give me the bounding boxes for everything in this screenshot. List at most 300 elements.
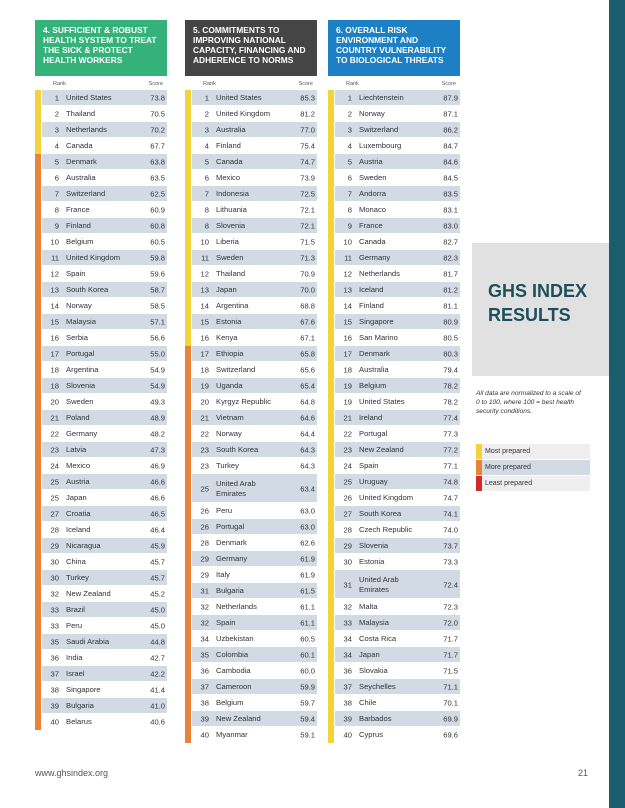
preparedness-band bbox=[185, 170, 191, 186]
country-cell: Finland bbox=[216, 141, 241, 150]
table-row bbox=[328, 647, 460, 663]
table-row bbox=[328, 522, 460, 538]
rank-cell: 6 bbox=[347, 173, 352, 183]
country-cell: Sweden bbox=[66, 397, 94, 406]
rank-cell: 33 bbox=[343, 618, 352, 628]
preparedness-band bbox=[185, 330, 191, 346]
score-cell: 60.0 bbox=[300, 666, 315, 676]
rank-cell: 5 bbox=[54, 157, 59, 167]
rank-cell: 15 bbox=[200, 317, 209, 327]
country-cell: Kenya bbox=[216, 333, 238, 342]
table-row bbox=[328, 298, 460, 314]
table-row bbox=[328, 410, 460, 426]
country-cell: Germany bbox=[66, 429, 98, 438]
country-cell: Singapore bbox=[66, 685, 101, 694]
preparedness-band bbox=[185, 410, 191, 426]
table-row bbox=[328, 330, 460, 346]
score-cell: 63.5 bbox=[150, 173, 165, 183]
score-cell: 70.9 bbox=[300, 269, 315, 279]
preparedness-band bbox=[185, 234, 191, 250]
score-cell: 72.0 bbox=[443, 618, 458, 628]
country-cell: Iceland bbox=[359, 285, 384, 294]
rank-cell: 1 bbox=[347, 93, 352, 103]
rank-cell: 4 bbox=[204, 141, 209, 151]
score-cell: 64.4 bbox=[300, 429, 315, 439]
score-cell: 48.2 bbox=[150, 429, 165, 439]
score-cell: 74.0 bbox=[443, 525, 458, 535]
country-cell: Switzerland bbox=[359, 125, 399, 134]
preparedness-band bbox=[35, 490, 41, 506]
table-row bbox=[185, 250, 317, 266]
score-cell: 61.5 bbox=[300, 586, 315, 596]
preparedness-band bbox=[328, 250, 334, 266]
rank-cell: 15 bbox=[343, 317, 352, 327]
preparedness-band bbox=[185, 266, 191, 282]
rank-cell: 5 bbox=[347, 157, 352, 167]
table-row bbox=[328, 599, 460, 615]
table-row bbox=[328, 250, 460, 266]
rank-cell: 39 bbox=[200, 714, 209, 724]
rank-cell: 8 bbox=[204, 205, 209, 215]
preparedness-band bbox=[35, 346, 41, 362]
country-cell: Norway bbox=[66, 301, 92, 310]
score-cell: 84.6 bbox=[443, 157, 458, 167]
table-row bbox=[35, 570, 167, 586]
score-cell: 71.1 bbox=[443, 682, 458, 692]
rank-cell: 40 bbox=[200, 730, 209, 740]
score-cell: 70.2 bbox=[150, 125, 165, 135]
rank-cell: 22 bbox=[50, 429, 59, 439]
column-header: 6. OVERALL RISK ENVIRONMENT AND COUNTRY VULNERABILITY TO BIOLOGICAL THREATS bbox=[328, 20, 460, 76]
table-row bbox=[328, 663, 460, 679]
score-cell: 81.7 bbox=[443, 269, 458, 279]
preparedness-band bbox=[185, 106, 191, 122]
table-row bbox=[328, 154, 460, 170]
country-cell: Finland bbox=[66, 221, 91, 230]
table-row bbox=[35, 186, 167, 202]
rank-cell: 23 bbox=[200, 461, 209, 471]
table-row bbox=[35, 714, 167, 730]
preparedness-band bbox=[185, 122, 191, 138]
table-row bbox=[185, 535, 317, 551]
country-cell: Slovenia bbox=[216, 221, 246, 230]
country-cell: Spain bbox=[216, 618, 236, 627]
table-row bbox=[185, 202, 317, 218]
country-cell: Ireland bbox=[359, 413, 383, 422]
table-row bbox=[35, 282, 167, 298]
country-cell: Iceland bbox=[66, 525, 91, 534]
table-row bbox=[328, 538, 460, 554]
score-cell: 67.6 bbox=[300, 317, 315, 327]
score-cell: 46.5 bbox=[150, 509, 165, 519]
rank-cell: 13 bbox=[343, 285, 352, 295]
footer-url[interactable]: www.ghsindex.org bbox=[35, 768, 109, 778]
country-cell: Uzbekistan bbox=[216, 634, 254, 643]
score-cell: 54.9 bbox=[150, 381, 165, 391]
column-subheader bbox=[185, 76, 317, 90]
preparedness-band bbox=[35, 650, 41, 666]
score-cell: 45.2 bbox=[150, 589, 165, 599]
score-cell: 57.1 bbox=[150, 317, 165, 327]
rank-cell: 36 bbox=[200, 666, 209, 676]
table-row bbox=[328, 90, 460, 106]
table-row bbox=[328, 679, 460, 695]
rank-cell: 21 bbox=[200, 413, 209, 423]
column-header: 4. SUFFICIENT & ROBUST HEALTH SYSTEM TO TREAT THE SICK & PROTECT HEALTH WORKERS bbox=[35, 20, 167, 76]
score-cell: 80.9 bbox=[443, 317, 458, 327]
country-cell: New Zealand bbox=[216, 714, 261, 723]
score-cell: 73.9 bbox=[300, 173, 315, 183]
country-cell: Japan bbox=[216, 285, 237, 294]
score-cell: 73.3 bbox=[443, 557, 458, 567]
preparedness-band bbox=[328, 506, 334, 522]
country-cell: Turkey bbox=[66, 573, 89, 582]
rank-cell: 8 bbox=[54, 205, 59, 215]
country-cell: San Marino bbox=[359, 333, 398, 342]
rank-cell: 17 bbox=[200, 349, 209, 359]
country-cell: Slovenia bbox=[66, 381, 96, 390]
rank-cell: 27 bbox=[50, 509, 59, 519]
rank-cell: 20 bbox=[200, 397, 209, 407]
rank-cell: 33 bbox=[50, 605, 59, 615]
country-cell: France bbox=[359, 221, 383, 230]
country-cell: Latvia bbox=[66, 445, 87, 454]
score-cell: 59.6 bbox=[150, 269, 165, 279]
rank-cell: 30 bbox=[50, 573, 59, 583]
score-cell: 46.4 bbox=[150, 525, 165, 535]
score-cell: 70.5 bbox=[150, 109, 165, 119]
table-row bbox=[185, 474, 317, 503]
preparedness-band bbox=[328, 298, 334, 314]
score-label: Score bbox=[441, 81, 456, 87]
page-edge-bar bbox=[609, 0, 625, 808]
preparedness-band bbox=[185, 138, 191, 154]
country-cell: Thailand bbox=[66, 109, 96, 118]
preparedness-band bbox=[328, 442, 334, 458]
score-cell: 70.0 bbox=[300, 285, 315, 295]
rank-cell: 17 bbox=[343, 349, 352, 359]
rank-cell: 2 bbox=[204, 109, 209, 119]
table-row bbox=[185, 727, 317, 743]
rank-cell: 28 bbox=[200, 538, 209, 548]
country-cell: Estonia bbox=[216, 317, 242, 326]
country-cell: Mexico bbox=[66, 461, 91, 470]
table-row bbox=[35, 538, 167, 554]
country-cell: Spain bbox=[66, 269, 86, 278]
country-cell: Norway bbox=[216, 429, 242, 438]
preparedness-band bbox=[328, 490, 334, 506]
table-row bbox=[185, 218, 317, 234]
preparedness-band bbox=[185, 250, 191, 266]
ranking-list bbox=[328, 90, 460, 743]
preparedness-band bbox=[185, 90, 191, 106]
preparedness-band bbox=[328, 266, 334, 282]
preparedness-band bbox=[185, 583, 191, 599]
score-cell: 86.2 bbox=[443, 125, 458, 135]
table-row bbox=[185, 298, 317, 314]
preparedness-band bbox=[185, 599, 191, 615]
table-row bbox=[185, 106, 317, 122]
score-cell: 81.2 bbox=[300, 109, 315, 119]
table-row bbox=[35, 554, 167, 570]
table-row bbox=[35, 234, 167, 250]
score-cell: 78.2 bbox=[443, 381, 458, 391]
rank-cell: 18 bbox=[200, 365, 209, 375]
rank-cell: 26 bbox=[200, 522, 209, 532]
page-number: 21 bbox=[578, 768, 589, 778]
country-cell: Brazil bbox=[66, 605, 85, 614]
country-cell: Estonia bbox=[359, 557, 385, 566]
rank-cell: 34 bbox=[200, 634, 209, 644]
legend-label: Most prepared bbox=[485, 448, 531, 455]
rank-cell: 20 bbox=[50, 397, 59, 407]
country-cell: Denmark bbox=[66, 157, 97, 166]
rank-cell: 38 bbox=[343, 698, 352, 708]
country-cell: Uruguay bbox=[359, 477, 388, 486]
country-cell: South Korea bbox=[66, 285, 109, 294]
country-cell: Slovakia bbox=[359, 666, 388, 675]
table-row bbox=[35, 586, 167, 602]
country-cell: Belgium bbox=[66, 237, 94, 246]
rank-cell: 3 bbox=[54, 125, 59, 135]
rank-cell: 36 bbox=[50, 653, 59, 663]
score-cell: 74.7 bbox=[300, 157, 315, 167]
country-cell: Switzerland bbox=[66, 189, 106, 198]
score-cell: 71.5 bbox=[300, 237, 315, 247]
country-cell: Nicaragua bbox=[66, 541, 101, 550]
rank-cell: 30 bbox=[343, 557, 352, 567]
country-cell: Cambodia bbox=[216, 666, 251, 675]
preparedness-band bbox=[328, 615, 334, 631]
country-cell: Sweden bbox=[359, 173, 387, 182]
score-cell: 59.4 bbox=[300, 714, 315, 724]
table-row bbox=[328, 426, 460, 442]
table-row bbox=[328, 170, 460, 186]
preparedness-band bbox=[35, 554, 41, 570]
table-row bbox=[185, 346, 317, 362]
rank-cell: 37 bbox=[200, 682, 209, 692]
preparedness-band bbox=[35, 138, 41, 154]
table-row bbox=[185, 170, 317, 186]
table-row bbox=[328, 727, 460, 743]
preparedness-band bbox=[35, 122, 41, 138]
preparedness-band bbox=[35, 90, 41, 106]
score-cell: 48.9 bbox=[150, 413, 165, 423]
preparedness-band bbox=[328, 202, 334, 218]
preparedness-band bbox=[35, 218, 41, 234]
score-cell: 63.4 bbox=[300, 484, 315, 493]
rank-cell: 14 bbox=[50, 301, 59, 311]
preparedness-band bbox=[328, 426, 334, 442]
score-cell: 74.8 bbox=[443, 477, 458, 487]
score-cell: 45.9 bbox=[150, 541, 165, 551]
legend-swatch bbox=[476, 460, 482, 475]
rank-cell: 25 bbox=[343, 477, 352, 487]
country-cell: Seychelles bbox=[359, 682, 396, 691]
preparedness-band bbox=[328, 378, 334, 394]
rank-cell: 37 bbox=[343, 682, 352, 692]
rank-cell: 22 bbox=[200, 429, 209, 439]
score-cell: 78.2 bbox=[443, 397, 458, 407]
rank-cell: 16 bbox=[200, 333, 209, 343]
score-cell: 65.4 bbox=[300, 381, 315, 391]
table-row bbox=[328, 554, 460, 570]
score-cell: 41.4 bbox=[150, 685, 165, 695]
preparedness-band bbox=[328, 106, 334, 122]
country-cell: Japan bbox=[359, 650, 380, 659]
table-row bbox=[185, 282, 317, 298]
country-cell: Italy bbox=[216, 570, 230, 579]
rank-cell: 38 bbox=[200, 698, 209, 708]
preparedness-band bbox=[328, 538, 334, 554]
country-cell: Serbia bbox=[66, 333, 88, 342]
country-cell: United Arab Emirates bbox=[216, 478, 256, 498]
rank-cell: 25 bbox=[200, 484, 209, 493]
rank-cell: 3 bbox=[204, 125, 209, 135]
score-cell: 77.0 bbox=[300, 125, 315, 135]
preparedness-band bbox=[328, 138, 334, 154]
table-row bbox=[185, 362, 317, 378]
preparedness-band bbox=[185, 551, 191, 567]
preparedness-band bbox=[328, 362, 334, 378]
country-cell: Canada bbox=[216, 157, 243, 166]
country-cell: Japan bbox=[66, 493, 87, 502]
rank-cell: 6 bbox=[54, 173, 59, 183]
table-row bbox=[35, 170, 167, 186]
country-cell: South Korea bbox=[359, 509, 402, 518]
country-cell: Kyrgyz Republic bbox=[216, 397, 271, 406]
preparedness-band bbox=[185, 695, 191, 711]
column-subheader bbox=[328, 76, 460, 90]
rank-cell: 34 bbox=[343, 650, 352, 660]
table-row bbox=[185, 647, 317, 663]
score-cell: 74.7 bbox=[443, 493, 458, 503]
country-cell: South Korea bbox=[216, 445, 259, 454]
preparedness-band bbox=[328, 647, 334, 663]
rank-cell: 7 bbox=[54, 189, 59, 199]
score-cell: 82.3 bbox=[443, 253, 458, 263]
rank-cell: 40 bbox=[50, 717, 59, 727]
rank-cell: 12 bbox=[343, 269, 352, 279]
country-cell: United Arab Emirates bbox=[359, 574, 399, 594]
score-cell: 64.3 bbox=[300, 461, 315, 471]
preparedness-band bbox=[185, 218, 191, 234]
rank-cell: 8 bbox=[204, 221, 209, 231]
preparedness-band bbox=[35, 394, 41, 410]
rank-cell: 16 bbox=[50, 333, 59, 343]
rank-cell: 6 bbox=[204, 173, 209, 183]
preparedness-band bbox=[328, 90, 334, 106]
country-cell: Croatia bbox=[66, 509, 91, 518]
country-cell: Myanmar bbox=[216, 730, 248, 739]
ranking-list bbox=[185, 90, 317, 743]
score-cell: 81.1 bbox=[443, 301, 458, 311]
country-cell: Slovenia bbox=[359, 541, 389, 550]
rank-cell: 19 bbox=[200, 381, 209, 391]
country-cell: Mexico bbox=[216, 173, 241, 182]
rank-cell: 10 bbox=[50, 237, 59, 247]
country-cell: Malaysia bbox=[66, 317, 96, 326]
country-cell: Chile bbox=[359, 698, 377, 707]
score-cell: 71.5 bbox=[443, 666, 458, 676]
table-row bbox=[328, 394, 460, 410]
preparedness-band bbox=[185, 186, 191, 202]
score-cell: 67.7 bbox=[150, 141, 165, 151]
country-cell: Germany bbox=[216, 554, 248, 563]
country-cell: Australia bbox=[359, 365, 389, 374]
rank-cell: 13 bbox=[200, 285, 209, 295]
preparedness-band bbox=[185, 282, 191, 298]
table-row bbox=[185, 458, 317, 474]
score-cell: 70.1 bbox=[443, 698, 458, 708]
score-cell: 77.2 bbox=[443, 445, 458, 455]
country-cell: Luxembourg bbox=[359, 141, 402, 150]
preparedness-band bbox=[185, 314, 191, 330]
preparedness-band bbox=[35, 506, 41, 522]
country-cell: Netherlands bbox=[66, 125, 107, 134]
score-cell: 59.7 bbox=[300, 698, 315, 708]
score-cell: 45.7 bbox=[150, 557, 165, 567]
table-row bbox=[35, 426, 167, 442]
preparedness-band bbox=[35, 442, 41, 458]
score-cell: 72.5 bbox=[300, 189, 315, 199]
preparedness-band bbox=[328, 727, 334, 743]
preparedness-band bbox=[328, 346, 334, 362]
country-cell: Norway bbox=[359, 109, 385, 118]
country-cell: Portugal bbox=[66, 349, 95, 358]
score-cell: 83.1 bbox=[443, 205, 458, 215]
rank-cell: 17 bbox=[50, 349, 59, 359]
rank-cell: 37 bbox=[50, 669, 59, 679]
preparedness-band bbox=[35, 362, 41, 378]
table-row bbox=[35, 314, 167, 330]
table-row bbox=[35, 346, 167, 362]
rank-cell: 4 bbox=[54, 141, 59, 151]
score-cell: 68.8 bbox=[300, 301, 315, 311]
country-cell: Lithuania bbox=[216, 205, 247, 214]
preparedness-band bbox=[35, 714, 41, 730]
country-cell: Indonesia bbox=[216, 189, 249, 198]
score-cell: 69.6 bbox=[443, 730, 458, 740]
rank-cell: 28 bbox=[50, 525, 59, 535]
country-cell: United States bbox=[359, 397, 405, 406]
preparedness-band bbox=[328, 234, 334, 250]
preparedness-band bbox=[35, 410, 41, 426]
table-row bbox=[35, 490, 167, 506]
rank-cell: 39 bbox=[343, 714, 352, 724]
table-row bbox=[185, 186, 317, 202]
country-cell: Australia bbox=[216, 125, 246, 134]
rank-cell: 30 bbox=[50, 557, 59, 567]
score-cell: 67.1 bbox=[300, 333, 315, 343]
table-row bbox=[328, 282, 460, 298]
table-row bbox=[185, 138, 317, 154]
column-health-system bbox=[35, 20, 167, 730]
rank-cell: 29 bbox=[50, 541, 59, 551]
rank-cell: 2 bbox=[54, 109, 59, 119]
preparedness-band bbox=[185, 519, 191, 535]
table-row bbox=[35, 458, 167, 474]
country-cell: Bulgaria bbox=[66, 701, 94, 710]
results-title-box bbox=[472, 243, 609, 376]
score-cell: 72.1 bbox=[300, 221, 315, 231]
country-cell: Poland bbox=[66, 413, 90, 422]
score-cell: 64.8 bbox=[300, 397, 315, 407]
preparedness-band bbox=[185, 394, 191, 410]
table-row bbox=[185, 679, 317, 695]
country-cell: Portugal bbox=[216, 522, 245, 531]
results-title bbox=[488, 279, 587, 327]
